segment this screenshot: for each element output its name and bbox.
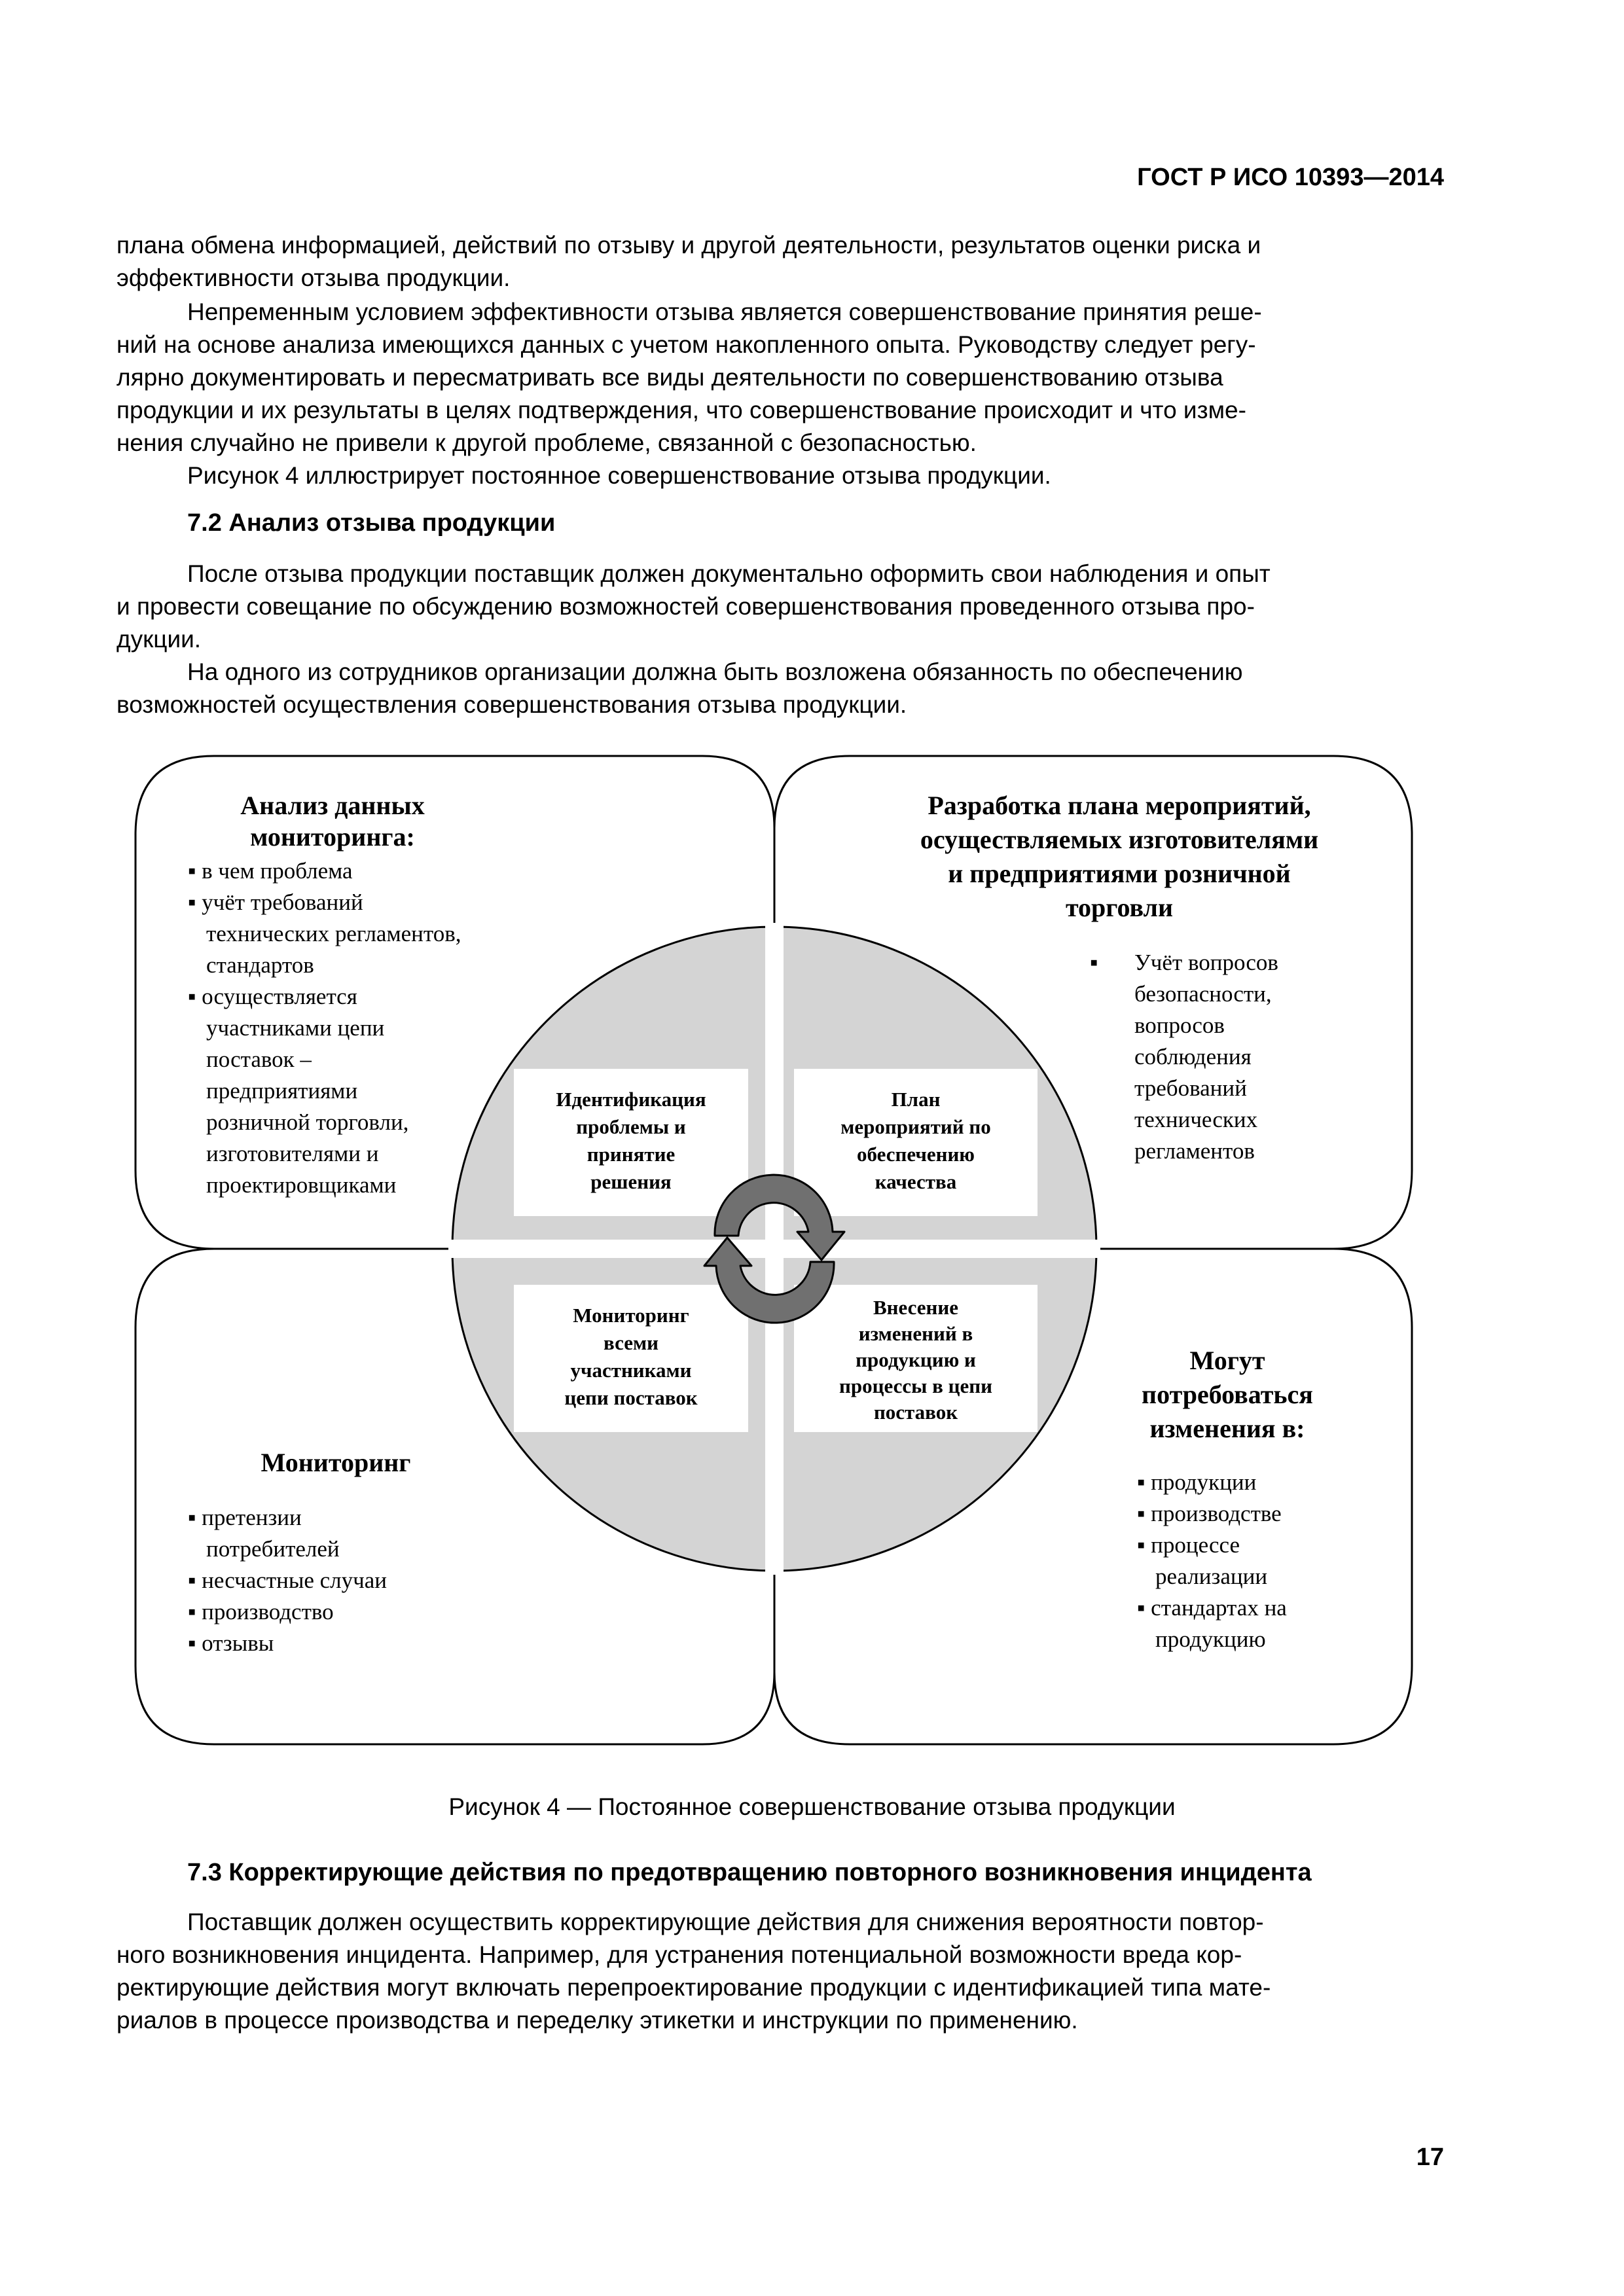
text-line: возможностей осуществления совершенствования отзыва продукции. — [117, 691, 907, 718]
box-tl-line: Идентификация — [556, 1088, 706, 1111]
text-line: ний на основе анализа имеющихся данных с учетом накопленного опыта. Руководству следует регу- — [117, 331, 1256, 358]
q2-bullet-line: вопросов — [1134, 1013, 1225, 1038]
box-br-line: поставок — [873, 1401, 958, 1424]
text-line: и провести совещание по обсуждению возможностей совершенствования проведенного отзыва про- — [117, 593, 1255, 620]
box-tr-line: обеспечению — [857, 1143, 975, 1166]
box-br-line: продукцию и — [856, 1348, 976, 1371]
q1-title-line: мониторинга: — [250, 822, 415, 852]
q1-bullet-line: поставок – — [206, 1047, 312, 1072]
text-line: эффективности отзыва продукции. — [117, 264, 511, 291]
q3-bullet-line: потребителей — [206, 1536, 340, 1562]
q2-title-line: и предприятиями розничной — [948, 859, 1291, 888]
box-tr-line: качества — [875, 1170, 957, 1193]
text-line: Поставщик должен осуществить корректирующие действия для снижения вероятности повтор- — [187, 1909, 1264, 1935]
page-number: 17 — [1416, 2144, 1444, 2171]
text-line: продукции и их результаты в целях подтверждения, что совершенствование происходит и что изме- — [117, 397, 1246, 423]
q1-bullet-line: изготовителями и — [206, 1141, 379, 1166]
text-line: После отзыва продукции поставщик должен документально оформить свои наблюдения и опыт — [187, 560, 1271, 587]
q1-bullet-line: ▪ в чем проблема — [188, 858, 353, 884]
q4-bullet-line: реализации — [1155, 1564, 1268, 1589]
text-line: нения случайно не привели к другой проблеме, связанной с безопасностью. — [117, 429, 977, 456]
box-br-line: Внесение — [873, 1296, 959, 1319]
q1-bullet-line: розничной торговли, — [206, 1109, 409, 1135]
q1-title-line: Анализ данных — [240, 791, 425, 820]
q1-bullet-line: ▪ осуществляется — [188, 984, 357, 1009]
text-line: Рисунок 4 иллюстрирует постоянное совершенствование отзыва продукции. — [187, 462, 1051, 489]
circle-divider-horizontal — [448, 1240, 1100, 1258]
q4-title-line: потребоваться — [1142, 1380, 1313, 1409]
q4-bullet-line: ▪ продукции — [1137, 1469, 1257, 1495]
section-heading-7-3: 7.3 Корректирующие действия по предотвращению повторного возникновения инцидента — [187, 1859, 1312, 1886]
q2-bullet-line: Учёт вопросов — [1134, 950, 1278, 975]
q2-bullet-line: регламентов — [1134, 1138, 1255, 1164]
q2-bullet-line: соблюдения — [1134, 1044, 1252, 1069]
document-header: ГОСТ Р ИСО 10393—2014 — [1137, 164, 1444, 191]
box-tr-line: План — [891, 1088, 941, 1111]
paragraph-corrective-actions — [117, 1906, 1428, 2037]
figure-caption: Рисунок 4 — Постоянное совершенствование отзыва продукции — [448, 1793, 1176, 1820]
q1-bullet-line: технических регламентов, — [206, 921, 461, 946]
q4-bullet-line: ▪ стандартах на — [1137, 1595, 1287, 1621]
q4-title-line: изменения в: — [1149, 1414, 1305, 1443]
box-bl-line: цепи поставок — [564, 1386, 698, 1409]
q3-bullet-line: ▪ отзывы — [188, 1630, 274, 1656]
box-tr-line: мероприятий по — [840, 1115, 991, 1138]
q2-bullet-line: требований — [1134, 1075, 1247, 1101]
text-line: ректирующие действия могут включать перепроектирование продукции с идентификацией типа мате- — [117, 1974, 1271, 2001]
box-bl-line: всеми — [604, 1331, 659, 1354]
text-line: Непременным условием эффективности отзыва является совершенствование принятия реше- — [187, 298, 1262, 325]
q2-bullet-marker: ▪ — [1090, 950, 1098, 975]
text-line: лярно документировать и пересматривать все виды деятельности по совершенствованию отзыва — [117, 364, 1223, 391]
box-tl-line: принятие — [586, 1143, 676, 1166]
text-line: плана обмена информацией, действий по отзыву и другой деятельности, результатов оценки риска и — [117, 232, 1261, 259]
q1-bullet-line: участниками цепи — [206, 1015, 385, 1041]
q2-bullet-line: технических — [1134, 1107, 1258, 1132]
box-br-line: процессы в цепи — [839, 1374, 992, 1397]
q1-bullet-line: ▪ учёт требований — [188, 889, 363, 915]
text-line: риалов в процессе производства и переделку этикетки и инструкции по применению. — [117, 2007, 1078, 2034]
box-bl-line: участниками — [570, 1359, 692, 1382]
q3-bullet-line: ▪ претензии — [188, 1505, 302, 1530]
q1-bullet-line: предприятиями — [206, 1078, 358, 1103]
text-line: дукции. — [117, 626, 202, 653]
section-heading-7-2: 7.2 Анализ отзыва продукции — [187, 509, 556, 537]
q3-title: Мониторинг — [261, 1448, 411, 1477]
text-line: На одного из сотрудников организации должна быть возложена обязанность по обеспечению — [187, 658, 1243, 685]
box-tl-line: решения — [590, 1170, 672, 1193]
text-line: ного возникновения инцидента. Например, для устранения потенциальной возможности вреда кор- — [117, 1941, 1242, 1968]
q2-title-line: осуществляемых изготовителями — [920, 825, 1319, 854]
box-bl-line: Мониторинг — [573, 1304, 689, 1327]
q3-bullet-line: ▪ производство — [188, 1599, 334, 1624]
q4-bullet-line: ▪ производстве — [1137, 1501, 1282, 1526]
box-br-line: изменений в — [858, 1322, 973, 1345]
box-tl-line: проблемы и — [576, 1115, 686, 1138]
q3-bullet-line: ▪ несчастные случаи — [188, 1568, 387, 1593]
q2-title-line: Разработка плана мероприятий, — [928, 791, 1311, 820]
q2-title-line: торговли — [1065, 893, 1174, 922]
q4-bullet-line: ▪ процессе — [1137, 1532, 1240, 1558]
q1-bullet-line: проектировщиками — [206, 1172, 397, 1198]
q2-bullet-line: безопасности, — [1134, 981, 1272, 1007]
q4-bullet-line: продукцию — [1155, 1626, 1266, 1652]
q1-bullet-line: стандартов — [206, 952, 314, 978]
q4-title-line: Могут — [1189, 1346, 1265, 1375]
